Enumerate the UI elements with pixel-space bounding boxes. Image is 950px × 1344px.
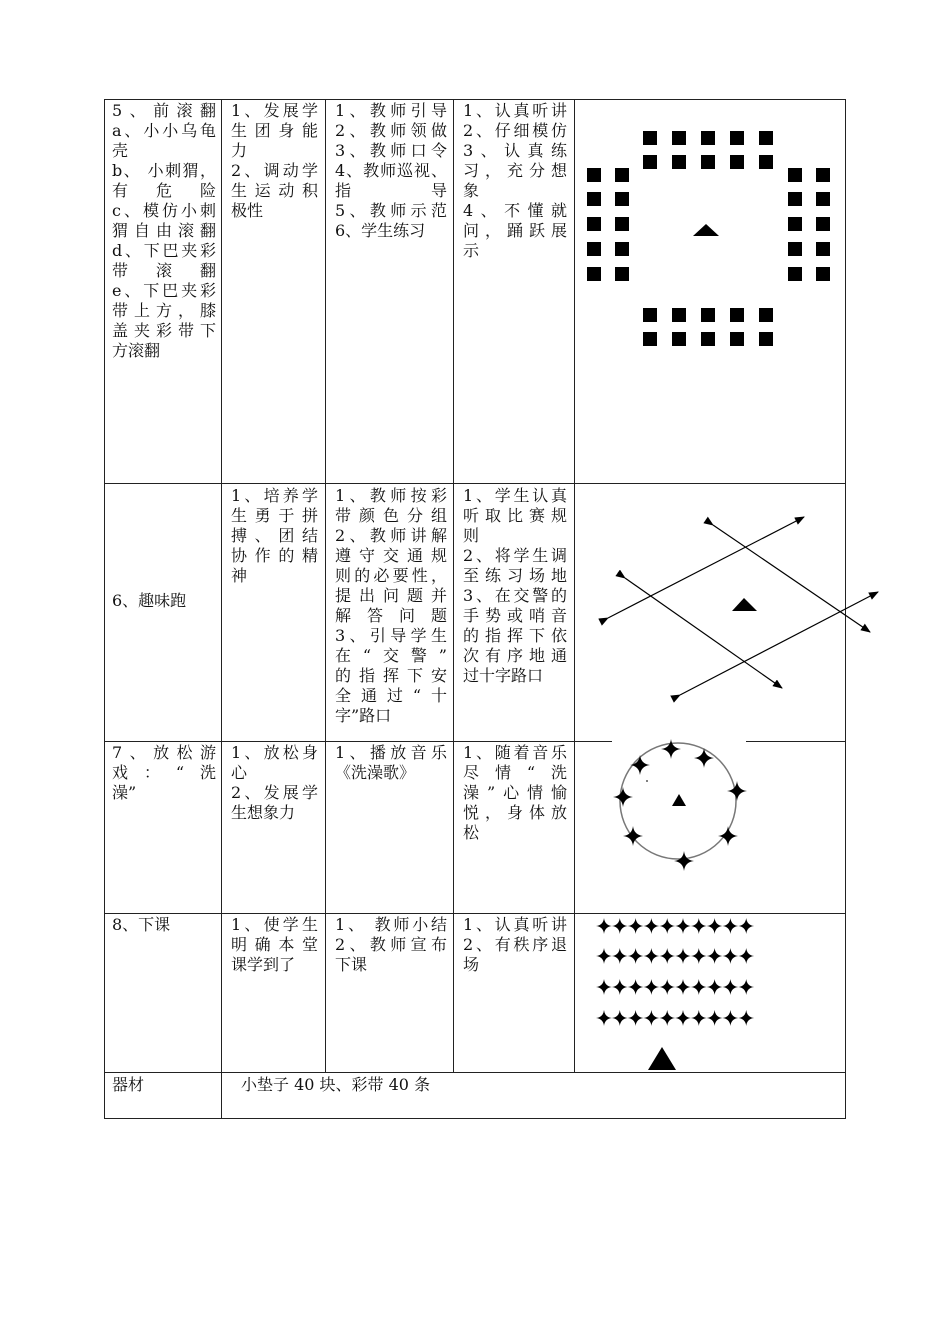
student-star-icon xyxy=(643,948,659,964)
cell-line: 1、放松身 xyxy=(231,743,318,762)
cell-line: 解答问题 xyxy=(335,606,447,625)
student-square-icon xyxy=(816,192,830,206)
row2-content xyxy=(112,591,216,611)
student-star-icon xyxy=(628,1010,644,1026)
cell-line: 手势或哨音 xyxy=(463,606,567,625)
cell-line: 1、认真听讲 xyxy=(463,101,567,120)
student-square-icon xyxy=(701,308,715,322)
student-star-icon xyxy=(738,1010,754,1026)
student-star-icon xyxy=(628,979,644,995)
cell-line: 壳 xyxy=(112,141,129,160)
student-square-icon xyxy=(788,192,802,206)
cell-line: 2、仔细模仿 xyxy=(463,121,567,140)
student-square-icon xyxy=(816,242,830,256)
cell-line: 的指挥下安 xyxy=(335,666,447,685)
cell-line: 1、教师引导 xyxy=(335,101,447,120)
cell-line: 习，充分想 xyxy=(463,161,567,180)
formation-diagram-circle xyxy=(576,735,844,875)
teacher-triangle-icon xyxy=(693,224,719,236)
cell-line: 8、下课 xyxy=(112,915,171,934)
student-square-icon xyxy=(587,242,601,256)
student-square-icon xyxy=(672,308,686,322)
student-square-icon xyxy=(730,155,744,169)
student-star-icon xyxy=(691,979,707,995)
row1-teacher xyxy=(335,101,447,241)
student-square-icon xyxy=(615,168,629,182)
student-square-icon xyxy=(643,131,657,145)
cell-line: 松 xyxy=(463,823,480,842)
student-square-icon xyxy=(672,332,686,346)
student-square-icon xyxy=(759,155,773,169)
student-square-icon xyxy=(816,168,830,182)
cell-line: 6、趣味跑 xyxy=(112,591,187,610)
cell-line: 全通过“十 xyxy=(335,686,447,705)
cell-line: 生运动积 xyxy=(231,181,318,200)
student-star-icon xyxy=(675,918,691,934)
student-square-icon xyxy=(587,168,601,182)
row4-content xyxy=(112,915,216,935)
cell-line: 明确本堂 xyxy=(231,935,318,954)
cell-line: 澡”心情愉 xyxy=(463,783,567,802)
student-square-icon xyxy=(587,217,601,231)
cell-line: 1、学生认真 xyxy=(463,486,567,505)
cell-line: 1、教师按彩 xyxy=(335,486,447,505)
cell-line: 生团身能 xyxy=(231,121,318,140)
row4-teacher xyxy=(335,915,447,975)
cell-line: 《洗澡歌》 xyxy=(335,763,416,782)
student-square-icon xyxy=(759,332,773,346)
student-square-icon xyxy=(730,332,744,346)
cell-line: 指导 xyxy=(335,181,447,200)
cell-line: 带滚翻 xyxy=(112,261,216,280)
cell-line: 协作的精 xyxy=(231,546,318,565)
formation-diagram-grid xyxy=(576,914,844,1072)
cell-line: 生想象力 xyxy=(231,803,296,822)
student-star-icon xyxy=(659,1010,675,1026)
cell-line: 6、学生练习 xyxy=(335,221,426,240)
student-star-icon xyxy=(707,1010,723,1026)
cell-line: 遵守交通规 xyxy=(335,546,447,565)
student-star-icon xyxy=(694,748,714,768)
student-star-icon xyxy=(612,918,628,934)
student-star-icon xyxy=(596,948,612,964)
student-square-icon xyxy=(643,155,657,169)
cell-line: 3、认真练 xyxy=(463,141,567,160)
cell-line: 1、发展学 xyxy=(231,101,318,120)
student-square-icon xyxy=(643,332,657,346)
cell-line: 有危险 xyxy=(112,181,216,200)
cell-line: 在“交警” xyxy=(335,646,447,665)
student-star-icon xyxy=(643,918,659,934)
cell-line: 方滚翻 xyxy=(112,341,161,360)
cell-line: 则的必要性， xyxy=(335,566,447,585)
cell-line: 问，踊跃展 xyxy=(463,221,567,240)
student-star-icon xyxy=(659,918,675,934)
cell-line: 2、发展学 xyxy=(231,783,318,802)
equipment-value: 小垫子 40 块、彩带 40 条 xyxy=(241,1075,431,1094)
student-star-icon xyxy=(674,851,694,871)
student-square-icon xyxy=(615,267,629,281)
student-square-icon xyxy=(816,217,830,231)
cell-line: 4、教师巡视、 xyxy=(335,161,447,180)
student-star-icon xyxy=(613,787,633,807)
cell-line: 次有序地通 xyxy=(463,646,567,665)
student-star-icon xyxy=(707,918,723,934)
cell-line: c、模仿小刺 xyxy=(112,201,216,220)
student-star-icon xyxy=(643,1010,659,1026)
student-star-icon xyxy=(659,948,675,964)
student-square-icon xyxy=(730,308,744,322)
cell-line: 带颜色分组 xyxy=(335,506,447,525)
student-square-icon xyxy=(701,131,715,145)
student-star-icon xyxy=(691,948,707,964)
student-star-icon xyxy=(628,918,644,934)
cell-line: 字”路口 xyxy=(335,706,392,725)
cell-line: 1、使学生 xyxy=(231,915,318,934)
teacher-triangle-icon xyxy=(672,794,686,806)
student-square-icon xyxy=(788,217,802,231)
student-star-icon xyxy=(738,979,754,995)
cell-line: d、下巴夹彩 xyxy=(112,241,216,260)
student-star-icon xyxy=(675,979,691,995)
cell-line: e、下巴夹彩 xyxy=(112,281,216,300)
cell-line: 2、教师宣布 xyxy=(335,935,447,954)
row3-goals xyxy=(231,743,318,823)
square-markers xyxy=(587,131,830,346)
student-square-icon xyxy=(788,168,802,182)
student-star-icon xyxy=(722,979,738,995)
cell-line: 极性 xyxy=(231,201,264,220)
cell-line: 3、教师口令 xyxy=(335,141,447,160)
cell-line: 2、调动学 xyxy=(231,161,318,180)
student-star-icon xyxy=(722,948,738,964)
cell-line: 4、不懂就 xyxy=(463,201,567,220)
arrow-line-4 xyxy=(680,592,878,695)
cell-line: 听取比赛规 xyxy=(463,506,567,525)
cell-line: 澡” xyxy=(112,783,137,802)
student-star-icon xyxy=(623,826,643,846)
arrow-line-2 xyxy=(713,525,870,632)
row2-teacher xyxy=(335,486,447,726)
cell-line: a、小小乌龟 xyxy=(112,121,216,140)
arrow-line-3 xyxy=(625,578,782,688)
cell-line: 1、播放音乐 xyxy=(335,743,447,762)
cell-line: 提出问题并 xyxy=(335,586,447,605)
row1-students xyxy=(463,101,567,261)
student-square-icon xyxy=(730,131,744,145)
row2-goals xyxy=(231,486,318,586)
row3-content xyxy=(112,743,216,803)
cell-line: 过十字路口 xyxy=(463,666,544,685)
cell-line: 课学到了 xyxy=(231,955,296,974)
cell-line: 2、将学生调 xyxy=(463,546,567,565)
cell-line: 搏、团结 xyxy=(231,526,318,545)
row3-teacher xyxy=(335,743,447,783)
cell-line: 盖夹彩带下 xyxy=(112,321,216,340)
student-square-icon xyxy=(759,131,773,145)
cell-line: 7、放松游 xyxy=(112,743,216,762)
cell-line: 下课 xyxy=(335,955,368,974)
cell-line: 2、教师领做 xyxy=(335,121,447,140)
row4-students xyxy=(463,915,567,975)
student-square-icon xyxy=(701,332,715,346)
cell-line: 生勇于拼 xyxy=(231,506,318,525)
student-square-icon xyxy=(587,192,601,206)
cell-line: 2、有秩序退 xyxy=(463,935,567,954)
cell-line: 则 xyxy=(463,526,480,545)
student-square-icon xyxy=(759,308,773,322)
student-square-icon xyxy=(701,155,715,169)
row4-goals xyxy=(231,915,318,975)
cell-line: 尽情“洗 xyxy=(463,763,567,782)
student-star-icon xyxy=(596,918,612,934)
cell-line: 3、引导学生 xyxy=(335,626,447,645)
formation-diagram-squares xyxy=(576,100,844,382)
cell-line: 的指挥下依 xyxy=(463,626,567,645)
student-star-icon xyxy=(738,948,754,964)
student-star-icon xyxy=(630,755,650,775)
student-square-icon xyxy=(643,308,657,322)
cell-line: 1、随着音乐 xyxy=(463,743,567,762)
student-star-icon xyxy=(722,918,738,934)
student-square-icon xyxy=(788,242,802,256)
student-star-icon xyxy=(707,979,723,995)
row1-goals xyxy=(231,101,318,221)
cell-line: 场 xyxy=(463,955,480,974)
teacher-triangle-icon xyxy=(648,1047,676,1070)
cell-line: 1、培养学 xyxy=(231,486,318,505)
cell-line: 3、在交警的 xyxy=(463,586,567,605)
student-star-icon xyxy=(612,948,628,964)
student-star-icon xyxy=(675,1010,691,1026)
cell-line: 带上方，膝 xyxy=(112,301,216,320)
student-star-icon xyxy=(722,1010,738,1026)
cell-line: 5、教师示范 xyxy=(335,201,447,220)
student-star-icon xyxy=(628,948,644,964)
student-square-icon xyxy=(615,242,629,256)
student-square-icon xyxy=(615,217,629,231)
equipment-label: 器材 xyxy=(112,1075,145,1094)
student-star-icon xyxy=(612,1010,628,1026)
row1-content xyxy=(112,101,216,361)
student-star-icon xyxy=(596,979,612,995)
student-star-icon xyxy=(661,739,681,759)
formation-diagram-arrows xyxy=(576,484,881,740)
student-star-icon xyxy=(738,918,754,934)
cell-line: 悦，身体放 xyxy=(463,803,567,822)
cell-line: 1、 教师小结 xyxy=(335,915,447,934)
student-star-icon xyxy=(707,948,723,964)
student-star-icon xyxy=(659,979,675,995)
cell-line: 心 xyxy=(231,763,248,782)
teacher-triangle-icon xyxy=(732,598,757,611)
cell-line: 2、教师讲解 xyxy=(335,526,447,545)
cell-line: 戏：“洗 xyxy=(112,763,216,782)
student-star-icon xyxy=(718,826,738,846)
student-star-icon xyxy=(643,979,659,995)
grid-star-markers xyxy=(596,918,754,1026)
student-square-icon xyxy=(672,131,686,145)
student-star-icon xyxy=(691,918,707,934)
student-square-icon xyxy=(615,192,629,206)
student-square-icon xyxy=(816,267,830,281)
row2-students xyxy=(463,486,567,686)
student-square-icon xyxy=(788,267,802,281)
student-star-icon xyxy=(691,1010,707,1026)
student-star-icon xyxy=(675,948,691,964)
row3-students xyxy=(463,743,567,843)
student-star-icon xyxy=(612,979,628,995)
cell-line: 象 xyxy=(463,181,480,200)
cell-line: 1、认真听讲 xyxy=(463,915,567,934)
student-square-icon xyxy=(672,155,686,169)
cell-line: b、 小刺猬， xyxy=(112,161,216,180)
cell-line: 神 xyxy=(231,566,248,585)
cell-line: 至练习场地 xyxy=(463,566,567,585)
student-square-icon xyxy=(587,267,601,281)
student-star-icon xyxy=(727,781,747,801)
cell-line: 猬自由滚翻 xyxy=(112,221,216,240)
cell-line: 示 xyxy=(463,241,480,260)
student-star-icon xyxy=(596,1010,612,1026)
cell-line: 力 xyxy=(231,141,248,160)
cell-line: 5、前滚翻 xyxy=(112,101,216,120)
